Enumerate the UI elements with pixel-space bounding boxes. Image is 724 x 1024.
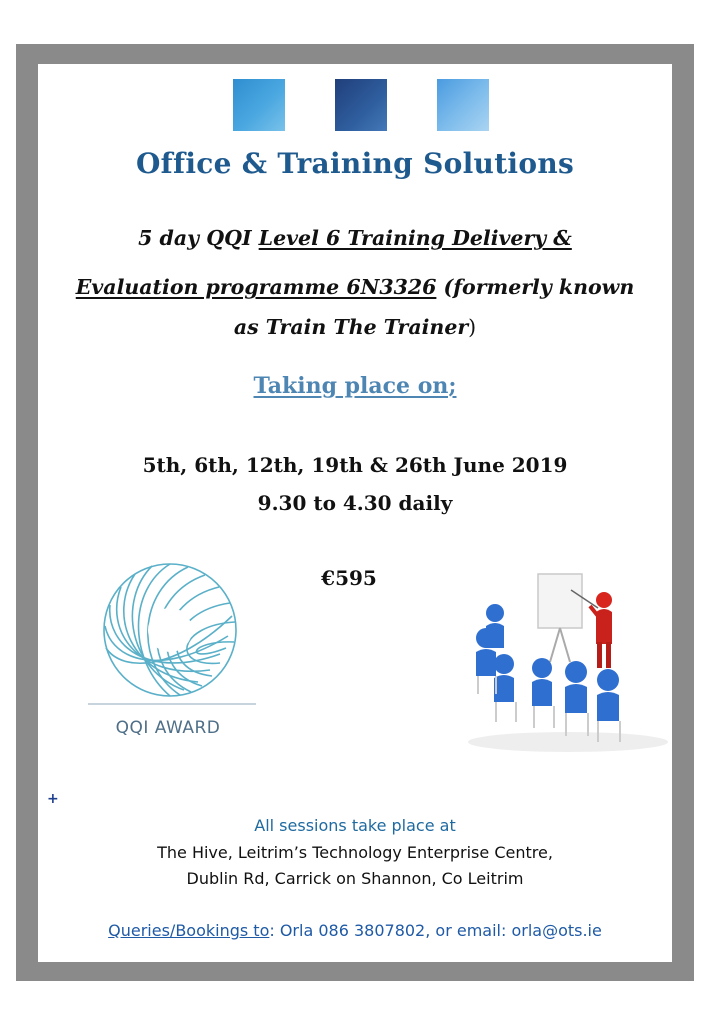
course-prefix: 5 day QQI [138, 226, 259, 250]
queries-bookings [38, 921, 672, 940]
course-price: €595 [321, 566, 377, 590]
course-programme-text: Evaluation programme 6N3326 [75, 275, 437, 299]
course-formerly-text: (formerly known [436, 275, 635, 299]
queries-contact: : Orla 086 3807802, or email: orla@ots.ie [269, 921, 602, 940]
address-line-2: Dublin Rd, Carrick on Shannon, Co Leitrim [186, 869, 524, 888]
brand-square-light [233, 79, 285, 131]
brand-square-dark [335, 79, 387, 131]
schedule-heading: Taking place on; [253, 373, 457, 399]
company-title: Office & Training Solutions [135, 147, 575, 180]
qqi-award-label: QQI AWARD [115, 718, 221, 738]
flyer-page [38, 64, 672, 962]
address-line-1: The Hive, Leitrim’s Technology Enterprise Centre, [157, 843, 553, 862]
course-dates: 5th, 6th, 12th, 19th & 26th June 2019 [142, 453, 568, 477]
qqi-award-logo [88, 550, 258, 746]
trainer-illustration-icon [458, 572, 668, 754]
course-title-line-2 [38, 275, 672, 299]
brand-squares [233, 79, 493, 134]
course-times: 9.30 to 4.30 daily [257, 491, 453, 515]
plus-mark: + [47, 791, 59, 807]
trainer-presentation-illustration [458, 572, 668, 754]
queries-label: Queries/Bookings to [108, 921, 270, 940]
course-closing-paren: ) [468, 315, 477, 339]
sessions-label: All sessions take place at [254, 816, 456, 835]
course-level-text: Level 6 Training Delivery & [258, 226, 572, 250]
course-title-line-3 [38, 315, 672, 339]
qqi-swirl-icon [88, 550, 258, 710]
course-title-line-1 [38, 226, 672, 250]
course-former-name: as Train The Trainer [233, 315, 469, 339]
brand-square-pale [437, 79, 489, 131]
